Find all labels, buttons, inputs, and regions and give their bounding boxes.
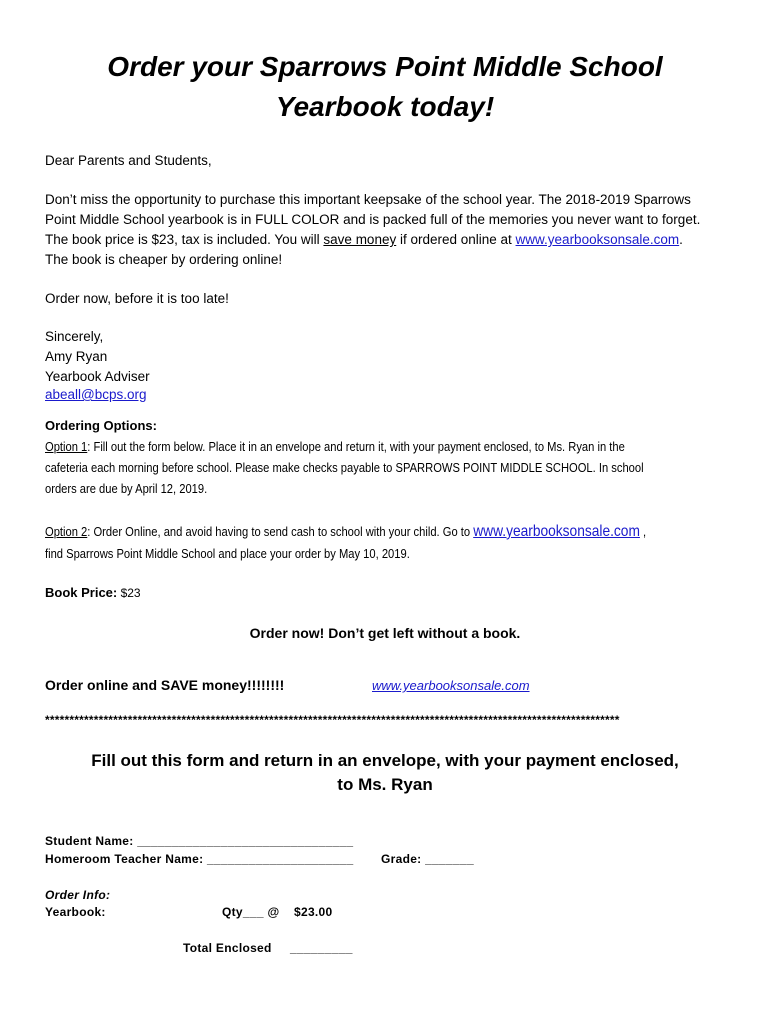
option-line xyxy=(45,436,733,457)
option-1-block xyxy=(45,436,733,499)
option-line: cafeteria each morning before school. Please make checks payable to SPARROWS POINT MIDDLE SCHOOL. In school xyxy=(45,460,644,475)
email-link[interactable]: abeall@bcps.org xyxy=(45,387,147,402)
closing: Sincerely, xyxy=(45,329,104,344)
yearbooksonsale-link[interactable]: www.yearbooksonsale.com xyxy=(473,523,640,540)
quantity-field[interactable]: Qty___ @ xyxy=(222,905,280,919)
option-2-block xyxy=(45,521,733,565)
book-price xyxy=(45,583,735,603)
homeroom-teacher-field[interactable]: Homeroom Teacher Name: _____________________ xyxy=(45,852,354,866)
yearbooksonsale-link[interactable]: www.yearbooksonsale.com xyxy=(515,232,680,247)
page-title-line1: Order your Sparrows Point Middle School xyxy=(107,51,663,82)
ordering-options-heading: Ordering Options: xyxy=(45,418,157,433)
student-name-field[interactable]: Student Name: _______________________________ xyxy=(45,834,354,848)
form-heading-line2: to Ms. Ryan xyxy=(337,775,433,794)
yearbooksonsale-link[interactable]: www.yearbooksonsale.com xyxy=(372,678,530,693)
yearbook-label: Yearbook: xyxy=(45,905,106,919)
letter-signature xyxy=(45,327,735,402)
unit-price: $23.00 xyxy=(294,905,333,919)
greeting: Dear Parents and Students, xyxy=(45,153,212,168)
order-info-heading: Order Info: xyxy=(45,888,111,902)
paragraph-line: Point Middle School yearbook is in FULL COLOR and is packed full of the memories you never want to forget. xyxy=(45,212,701,227)
book-price-label: Book Price: xyxy=(45,585,118,600)
save-online-text: Order online and SAVE money!!!!!!!! xyxy=(45,677,285,693)
letter-paragraph-1 xyxy=(45,190,735,270)
signer-name: Amy Ryan xyxy=(45,349,108,364)
text-fragment: : Fill out the form below. Place it in an envelope and return it, with your payment enclosed, to Ms. Ryan in the xyxy=(87,439,625,454)
form-heading-line1: Fill out this form and return in an envelope, with your payment enclosed, xyxy=(91,751,679,770)
text-fragment: . xyxy=(679,232,683,247)
paragraph-line xyxy=(45,230,735,250)
total-enclosed-label: Total Enclosed xyxy=(183,941,272,955)
page-title-line2: Yearbook today! xyxy=(275,91,495,122)
text-fragment: if ordered online at xyxy=(396,232,516,247)
order-now-banner: Order now! Don’t get left without a book. xyxy=(249,625,521,641)
option-2-label: Option 2 xyxy=(45,524,88,539)
option-1-label: Option 1 xyxy=(45,439,88,454)
signer-role: Yearbook Adviser xyxy=(45,369,150,384)
option-line: orders are due by April 12, 2019. xyxy=(45,481,208,496)
text-fragment: : Order Online, and avoid having to send cash to school with your child. Go to xyxy=(87,524,474,539)
divider: ********************************************************************************************************************** xyxy=(45,713,620,727)
text-fragment: The book price is $23, tax is included. You will xyxy=(45,232,324,247)
book-price-value: $23 xyxy=(117,586,141,600)
letter-paragraph-2: Order now, before it is too late! xyxy=(45,291,229,306)
option-line: find Sparrows Point Middle School and place your order by May 10, 2019. xyxy=(45,546,410,561)
save-money-underlined: save money xyxy=(323,232,397,247)
grade-field[interactable]: Grade: _______ xyxy=(381,852,474,866)
option-line xyxy=(45,521,733,543)
paragraph-line: Don’t miss the opportunity to purchase this important keepsake of the school year. The 2018-2019 Sparrows xyxy=(45,192,691,207)
total-enclosed-field[interactable]: _________ xyxy=(290,941,353,955)
text-fragment: , xyxy=(639,524,647,539)
paragraph-line: The book is cheaper by ordering online! xyxy=(45,252,283,267)
